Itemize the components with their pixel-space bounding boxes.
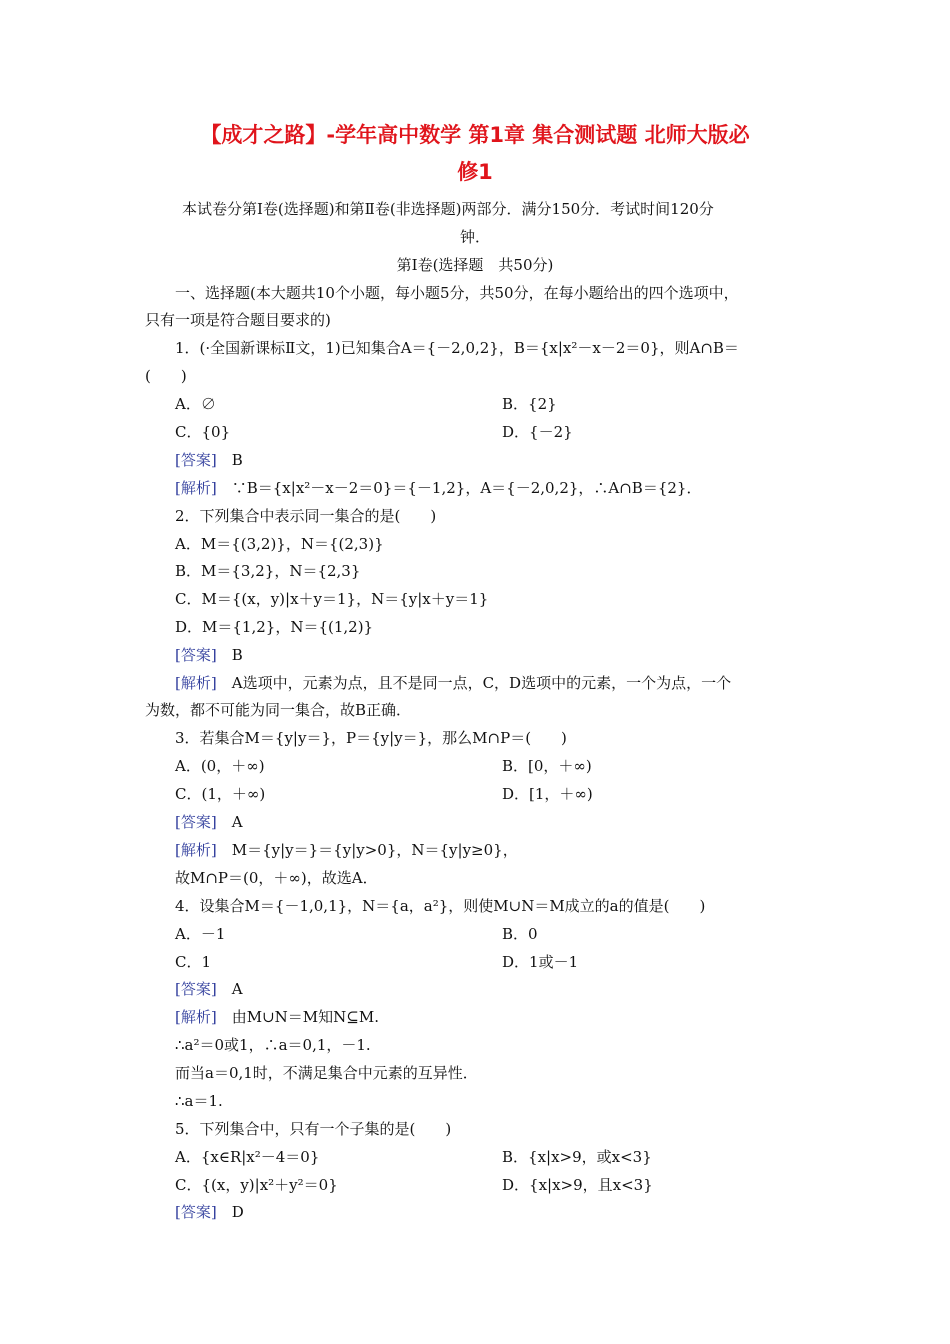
section-title: 第Ⅰ卷(选择题 共50分) — [396, 256, 554, 274]
q1-analysis-text: ∵B＝{x|x²－x－2＝0}＝{－1,2}，A＝{－2,0,2}，∴A∩B＝{2}． — [231, 479, 702, 497]
q4-option-b: B．0 — [502, 925, 538, 943]
answer-tag: [答案] — [175, 451, 217, 469]
q3-answer — [175, 812, 243, 832]
q4-option-d: D．1或－1 — [502, 953, 579, 971]
q2-analysis-cont: 为数，都不可能为同一集合，故B正确． — [145, 701, 412, 719]
answer-tag: [答案] — [175, 813, 217, 831]
q1-stem-paren: ( ) — [145, 367, 187, 385]
q2-option-c: C．M＝{(x，y)|x＋y＝1}，N＝{y|x＋y＝1} — [175, 590, 489, 608]
q3-analysis — [175, 840, 518, 860]
document-title-line2: 修1 — [457, 160, 493, 184]
analysis-tag: [解析] — [175, 1008, 217, 1026]
q3-option-a: A．(0，＋∞) — [175, 757, 265, 775]
answer-tag: [答案] — [175, 1203, 217, 1221]
q3-option-c: C．(1，＋∞) — [175, 785, 266, 803]
q2-analysis — [175, 673, 731, 693]
q4-stem: 4．设集合M＝{－1,0,1}，N＝{a，a²}，则使M∪N＝M成立的a的值是( ) — [175, 897, 706, 915]
q4-answer-value: A — [231, 980, 243, 998]
analysis-tag: [解析] — [175, 674, 217, 692]
q1-answer — [175, 450, 243, 470]
analysis-tag: [解析] — [175, 841, 217, 859]
q4-option-a: A．－1 — [175, 925, 226, 943]
q1-option-a: A．∅ — [175, 395, 216, 413]
q2-analysis-text: A选项中，元素为点，且不是同一点，C，D选项中的元素，一个为点，一个 — [231, 674, 732, 692]
q5-stem: 5．下列集合中，只有一个子集的是( ) — [175, 1120, 452, 1138]
q1-answer-value: B — [231, 451, 243, 469]
q4-analysis-text: 由M∪N＝M知N⊆M. — [231, 1008, 379, 1026]
q5-option-a: A．{x∈R|x²－4＝0} — [175, 1148, 320, 1166]
q3-analysis-text: M＝{y|y＝}＝{y|y>0}，N＝{y|y≥0}， — [231, 841, 518, 859]
q3-option-d: D．[1，＋∞) — [502, 785, 593, 803]
q4-answer — [175, 979, 243, 999]
answer-tag: [答案] — [175, 646, 217, 664]
q2-answer-value: B — [231, 646, 243, 664]
q2-option-b: B．M＝{3,2}，N＝{2,3} — [175, 562, 361, 580]
q4-option-c: C．1 — [175, 953, 212, 971]
q5-answer-value: D — [231, 1203, 244, 1221]
q1-stem: 1．(·全国新课标Ⅱ文，1)已知集合A＝{－2,0,2}，B＝{x|x²－x－2＝0}，则A∩B＝ — [175, 339, 739, 357]
q2-stem: 2．下列集合中表示同一集合的是( ) — [175, 507, 437, 525]
q4-analysis-line4: ∴a＝1. — [175, 1092, 223, 1110]
analysis-tag: [解析] — [175, 479, 217, 497]
answer-tag: [答案] — [175, 980, 217, 998]
part1-line2: 只有一项是符合题目要求的) — [145, 311, 331, 329]
q3-answer-value: A — [231, 813, 243, 831]
part1-line1: 一、选择题(本大题共10个小题，每小题5分，共50分，在每小题给出的四个选项中， — [175, 284, 739, 302]
intro-line2: 钟． — [459, 228, 490, 246]
q5-option-c: C．{(x，y)|x²＋y²＝0} — [175, 1176, 338, 1194]
q5-answer — [175, 1202, 244, 1222]
q1-option-d: D．{－2} — [502, 423, 573, 441]
q3-stem: 3．若集合M＝{y|y＝}，P＝{y|y＝}，那么M∩P＝( ) — [175, 729, 567, 747]
q4-analysis — [175, 1007, 379, 1027]
intro-line1: 本试卷分第Ⅰ卷(选择题)和第Ⅱ卷(非选择题)两部分．满分150分．考试时间120分 — [182, 200, 714, 218]
q2-option-d: D．M＝{1,2}，N＝{(1,2)} — [175, 618, 374, 636]
q4-analysis-line2: ∴a²＝0或1，∴a＝0,1，－1. — [175, 1036, 371, 1054]
q5-option-b: B．{x|x>9，或x<3} — [502, 1148, 652, 1166]
q4-analysis-line3: 而当a＝0,1时，不满足集合中元素的互异性． — [175, 1064, 478, 1082]
q1-option-b: B．{2} — [502, 395, 557, 413]
document-title-line1: 【成才之路】-学年高中数学 第1章 集合测试题 北师大版必 — [200, 123, 750, 147]
q1-analysis — [175, 478, 701, 498]
q3-analysis-cont: 故M∩P＝(0，＋∞)，故选A． — [175, 869, 378, 887]
q1-option-c: C．{0} — [175, 423, 231, 441]
q3-option-b: B．[0，＋∞) — [502, 757, 592, 775]
q5-option-d: D．{x|x>9，且x<3} — [502, 1176, 653, 1194]
q2-answer — [175, 645, 243, 665]
q2-option-a: A．M＝{(3,2)}，N＝{(2,3)} — [175, 535, 384, 553]
